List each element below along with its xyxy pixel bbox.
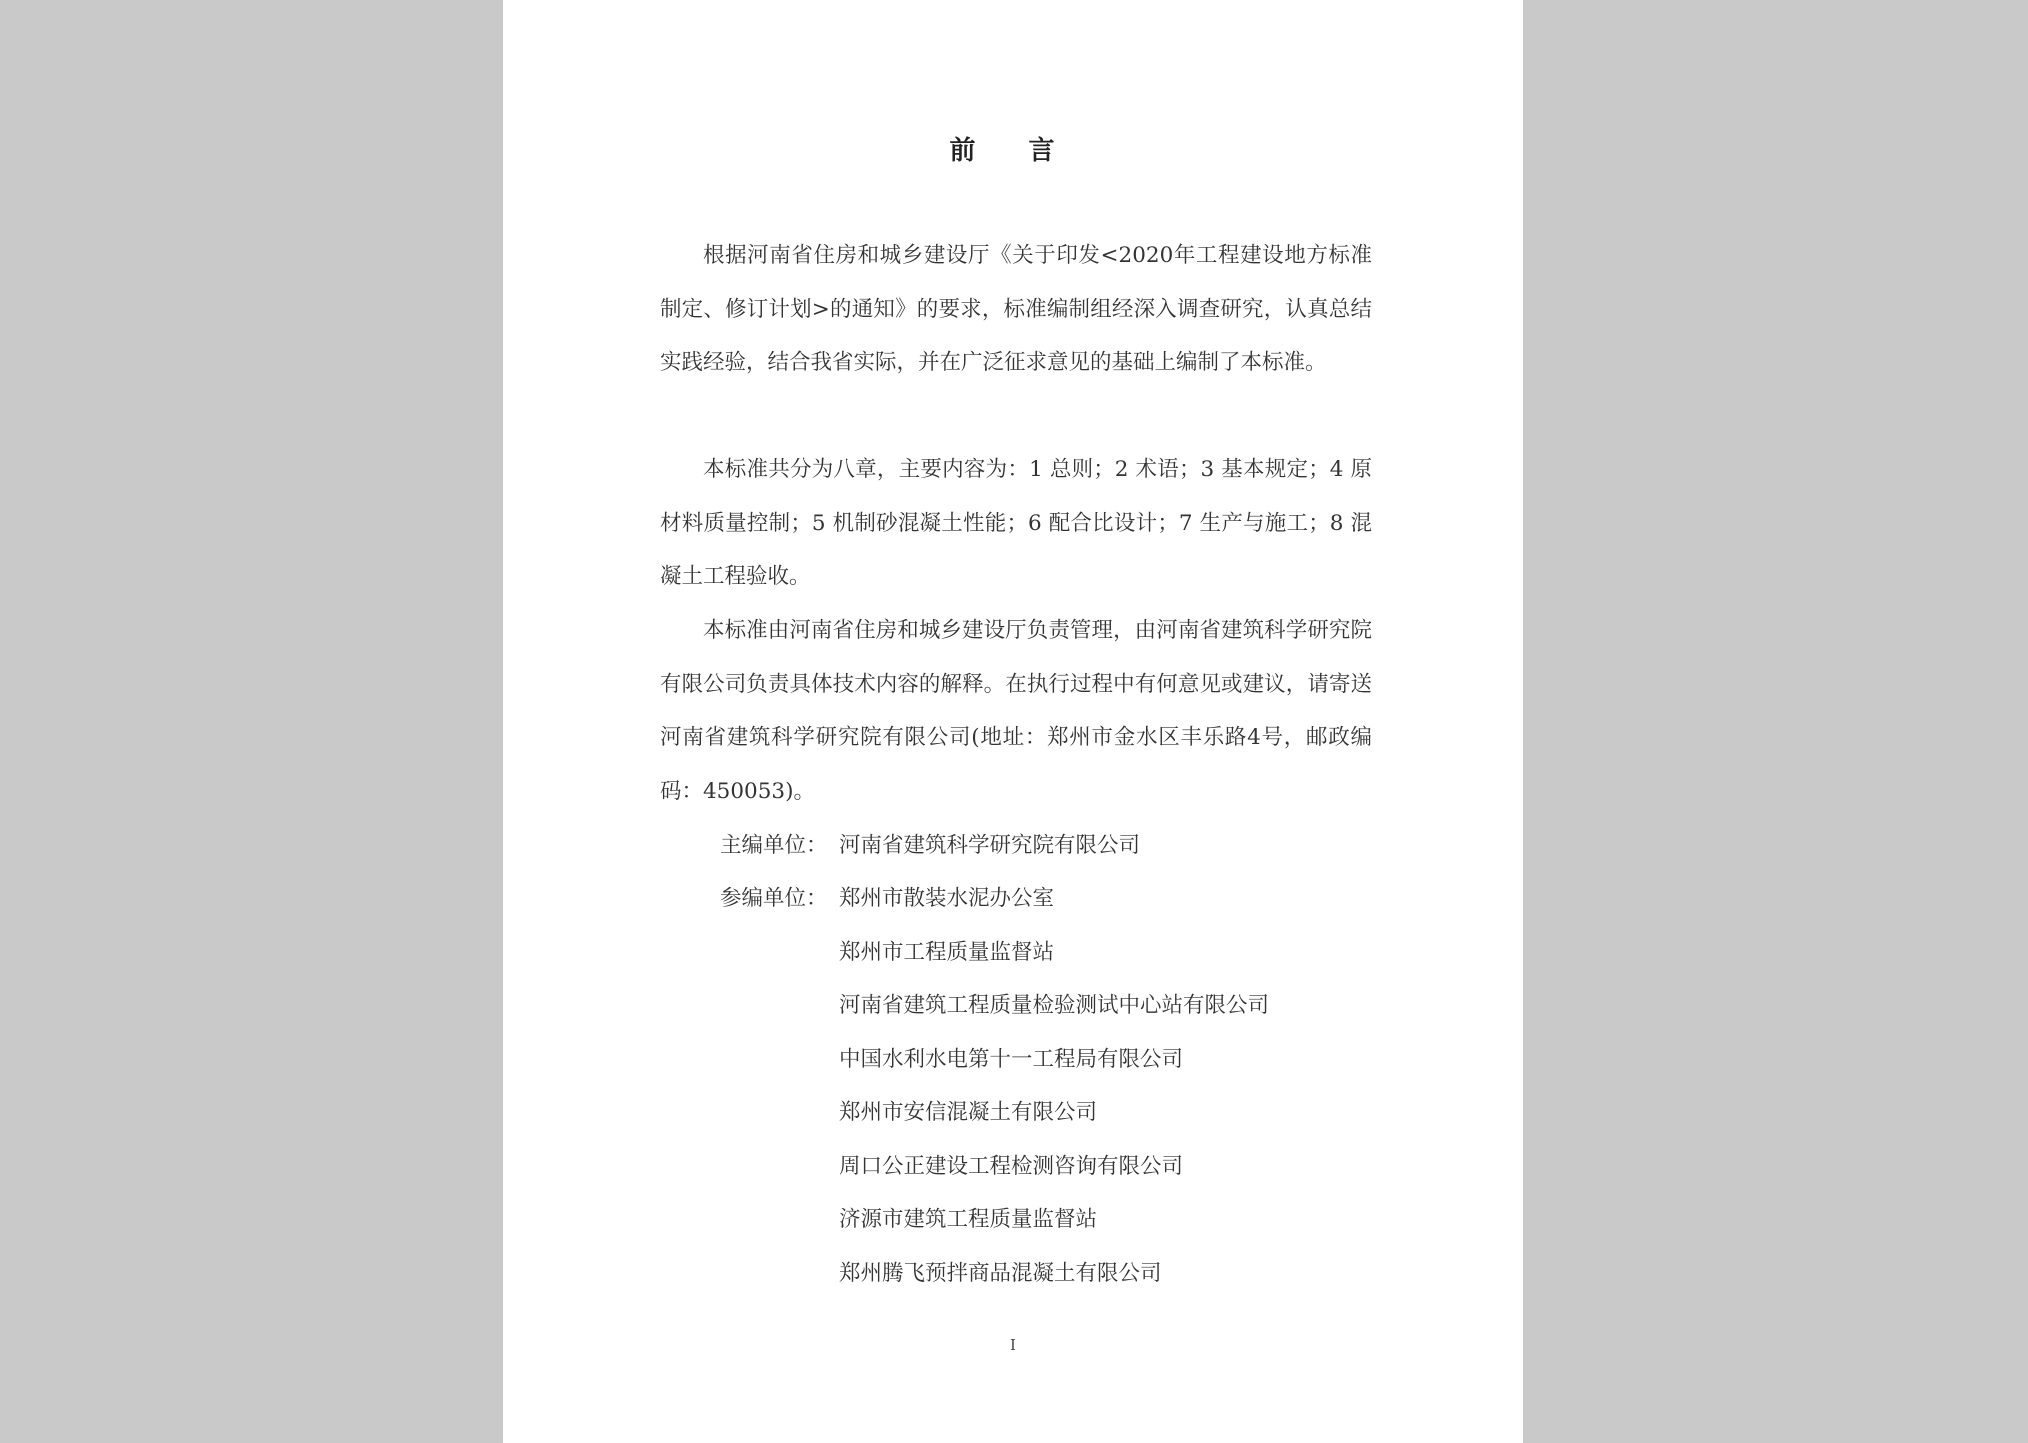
participating-unit: 郑州市散装水泥办公室 xyxy=(839,886,1055,911)
chief-unit-label: 主编单位： xyxy=(720,833,828,858)
participating-unit: 郑州市安信混凝土有限公司 xyxy=(839,1100,1098,1125)
participating-unit: 郑州市工程质量监督站 xyxy=(839,940,1055,965)
participating-unit: 周口公正建设工程检测咨询有限公司 xyxy=(839,1154,1184,1179)
chief-unit-name: 河南省建筑科学研究院有限公司 xyxy=(839,833,1141,858)
document-page xyxy=(503,0,1523,1443)
participating-unit: 中国水利水电第十一工程局有限公司 xyxy=(839,1047,1184,1072)
participating-units-label: 参编单位： xyxy=(720,886,828,911)
participating-unit: 郑州腾飞预拌商品混凝土有限公司 xyxy=(839,1261,1162,1286)
page-title: 前 言 xyxy=(949,136,1077,166)
participating-unit: 河南省建筑工程质量检验测试中心站有限公司 xyxy=(839,993,1270,1018)
preface-paragraph-1: 根据河南省住房和城乡建设厅《关于印发<2020年工程建设地方标准制定、修订计划>的通知》的要求，标准编制组经深入调查研究，认真总结实践经验，结合我省实际，并在广泛征求意见的基础上编制了本标准。 xyxy=(660,243,1372,375)
preface-paragraph-3: 本标准由河南省住房和城乡建设厅负责管理，由河南省建筑科学研究院有限公司负责具体技术内容的解释。在执行过程中有何意见或建议，请寄送河南省建筑科学研究院有限公司(地址：郑州市金水区丰乐路4号，邮政编码：450053)。 xyxy=(660,618,1372,804)
preface-paragraph-2: 本标准共分为八章，主要内容为：1 总则；2 术语；3 基本规定；4 原材料质量控制；5 机制砂混凝土性能；6 配合比设计；7 生产与施工；8 混凝土工程验收。 xyxy=(660,457,1372,589)
page-number: I xyxy=(1010,1336,1016,1354)
participating-unit: 济源市建筑工程质量监督站 xyxy=(839,1207,1098,1232)
